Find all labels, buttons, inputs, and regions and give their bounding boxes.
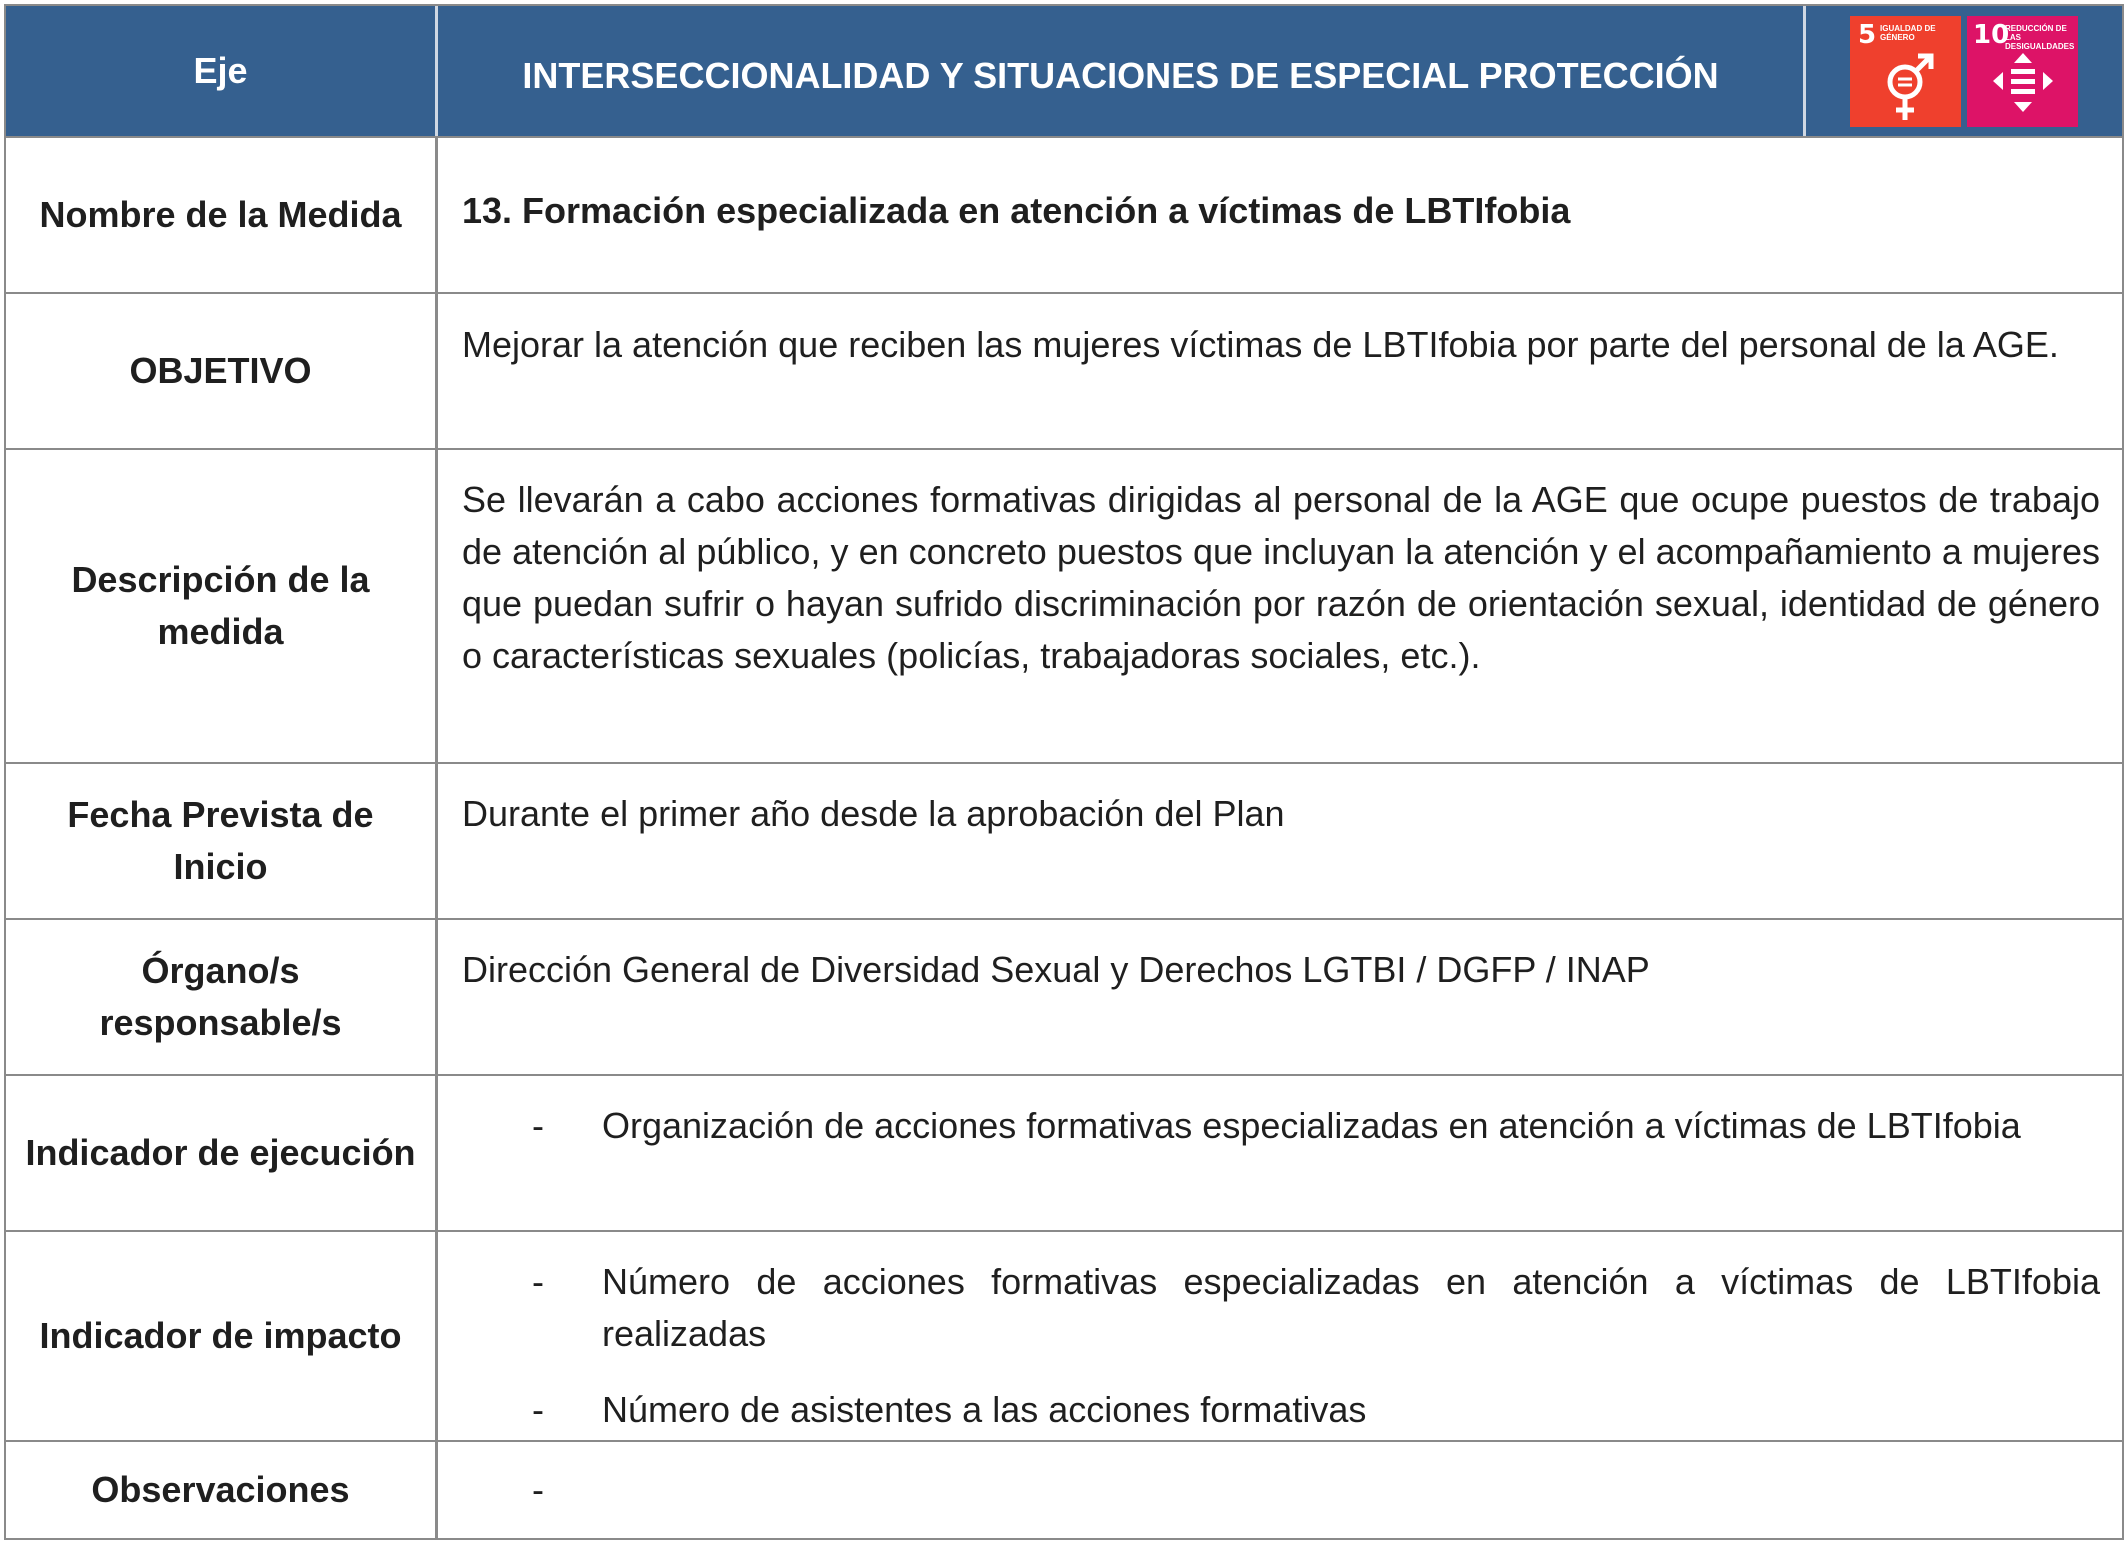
list-item-text: Número de acciones formativas especializadas en atención a víctimas de LBTIfobia realizadas bbox=[602, 1261, 2100, 1354]
table-header-row bbox=[6, 6, 2122, 138]
list-marker: - bbox=[532, 1261, 544, 1302]
ejecucion-list bbox=[462, 1100, 2100, 1152]
impacto-label: Indicador de impacto bbox=[6, 1232, 438, 1440]
row-ejecucion bbox=[6, 1076, 2122, 1232]
list-item bbox=[462, 1256, 2100, 1360]
list-item bbox=[462, 1384, 2100, 1436]
fecha-value: Durante el primer año desde la aprobación del Plan bbox=[462, 793, 1285, 834]
observaciones-value: - bbox=[532, 1469, 544, 1510]
impacto-list bbox=[462, 1256, 2100, 1436]
fecha-label: Fecha Prevista de Inicio bbox=[6, 764, 438, 918]
list-item-text: Organización de acciones formativas especializadas en atención a víctimas de LBTIfobia bbox=[602, 1105, 2021, 1146]
organo-value: Dirección General de Diversidad Sexual y Derechos LGTBI / DGFP / INAP bbox=[462, 949, 1650, 990]
list-item-text: Número de asistentes a las acciones formativas bbox=[602, 1389, 1367, 1430]
eje-label: Eje bbox=[6, 6, 438, 136]
row-impacto bbox=[6, 1232, 2122, 1442]
nombre-label: Nombre de la Medida bbox=[6, 138, 438, 292]
row-fecha bbox=[6, 764, 2122, 920]
axis-title: INTERSECCIONALIDAD Y SITUACIONES DE ESPECIAL PROTECCIÓN bbox=[438, 6, 1806, 136]
row-nombre bbox=[6, 138, 2122, 294]
row-descripcion bbox=[6, 450, 2122, 764]
descripcion-value: Se llevarán a cabo acciones formativas dirigidas al personal de la AGE que ocupe puestos de trabajo de atención al público, y en concreto puestos que incluyan la atención y el acompañamiento a mujeres que puedan sufrir o hayan sufrido discriminación por razón de orientación sexual, identidad de género o características sexuales (policías, trabajadoras sociales, etc.). bbox=[462, 479, 2100, 676]
row-organo bbox=[6, 920, 2122, 1076]
sdg-10-number: 10 bbox=[1973, 19, 2010, 50]
sdg-10-caption: REDUCCIÓN DE LAS DESIGUALDADES bbox=[2005, 23, 2075, 51]
sdg-5-badge bbox=[1850, 16, 1961, 127]
sdg-5-caption: IGUALDAD DE GÉNERO bbox=[1880, 23, 1936, 42]
descripcion-label: Descripción de la medida bbox=[6, 450, 438, 762]
row-objetivo bbox=[6, 294, 2122, 450]
list-marker: - bbox=[532, 1105, 544, 1146]
observaciones-label: Observaciones bbox=[6, 1442, 438, 1538]
ejecucion-label: Indicador de ejecución bbox=[6, 1076, 438, 1230]
organo-label: Órgano/s responsable/s bbox=[6, 920, 438, 1074]
list-marker: - bbox=[532, 1389, 544, 1430]
objetivo-label: OBJETIVO bbox=[6, 294, 438, 448]
objetivo-value: Mejorar la atención que reciben las mujeres víctimas de LBTIfobia por parte del personal de la AGE. bbox=[462, 324, 2059, 365]
sdg-badges bbox=[1806, 6, 2122, 136]
ejecucion-value bbox=[438, 1076, 2122, 1230]
nombre-value: 13. Formación especializada en atención a víctimas de LBTIfobia bbox=[462, 190, 1571, 231]
row-observaciones bbox=[6, 1442, 2122, 1538]
list-item bbox=[462, 1100, 2100, 1152]
measure-table bbox=[4, 4, 2124, 1540]
impacto-value bbox=[438, 1232, 2122, 1440]
sdg-5-number: 5 bbox=[1858, 19, 1877, 50]
sdg-10-badge bbox=[1967, 16, 2078, 127]
